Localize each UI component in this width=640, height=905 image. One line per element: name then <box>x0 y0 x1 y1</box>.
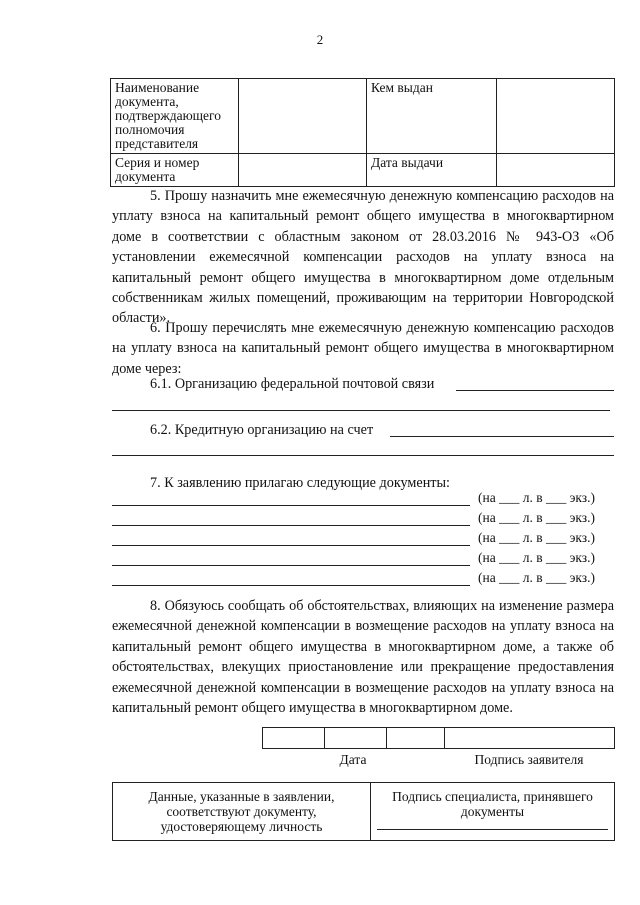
issue-date-value[interactable] <box>497 154 615 187</box>
representative-document-table <box>110 78 615 187</box>
attached-doc-pages: (на ___ л. в ___ экз.) <box>478 570 595 585</box>
doc-name-label: Наименование документа, подтверждающего полномочия представителя <box>111 79 239 154</box>
specialist-signature-cell[interactable] <box>371 783 615 841</box>
attached-doc-field[interactable] <box>112 585 470 586</box>
doc-name-value[interactable] <box>239 79 367 154</box>
verification-table <box>112 782 615 841</box>
issued-by-label: Кем выдан <box>367 79 497 154</box>
bank-account-field-continued[interactable] <box>112 455 614 456</box>
attached-doc-pages: (на ___ л. в ___ экз.) <box>478 510 595 525</box>
specialist-signature-line <box>377 829 608 830</box>
item-6-text: 6. Прошу перечислять мне ежемесячную денежную компенсацию расходов на уплату взноса на капитальный ремонт общего имущества в многоквартирном доме через: <box>112 320 614 377</box>
date-month-box[interactable] <box>325 728 387 749</box>
bank-account-field[interactable] <box>390 436 614 437</box>
attached-doc-field[interactable] <box>112 545 470 546</box>
item-8-paragraph <box>112 596 614 718</box>
verification-statement: Данные, указанные в заявлении, соответствуют документу, удостоверяющему личность <box>113 783 371 841</box>
specialist-signature-label: Подпись специалиста, принявшего документы <box>392 789 593 819</box>
item-5-paragraph <box>112 186 614 329</box>
item-6-paragraph <box>112 318 614 379</box>
item-6-1-label: 6.1. Организацию федеральной почтовой связи <box>150 376 435 392</box>
attached-doc-row <box>112 510 614 528</box>
series-number-label: Серия и номер документа <box>111 154 239 187</box>
page-number: 2 <box>316 32 324 47</box>
postal-org-field-continued[interactable] <box>112 410 610 411</box>
attached-doc-pages: (на ___ л. в ___ экз.) <box>478 490 595 505</box>
attached-doc-field[interactable] <box>112 525 470 526</box>
issue-date-label: Дата выдачи <box>367 154 497 187</box>
item-6-2-label: 6.2. Кредитную организацию на счет <box>150 422 374 438</box>
applicant-signature-label: Подпись заявителя <box>474 752 584 767</box>
date-label: Дата <box>339 752 367 767</box>
date-signature-table <box>262 727 615 749</box>
item-7-label: 7. К заявлению прилагаю следующие документы: <box>150 475 450 491</box>
attached-doc-field[interactable] <box>112 505 470 506</box>
postal-org-field[interactable] <box>456 390 614 391</box>
attached-doc-row <box>112 530 614 548</box>
attached-doc-row <box>112 570 614 588</box>
date-year-box[interactable] <box>387 728 445 749</box>
item-8-text: 8. Обязуюсь сообщать об обстоятельствах, влияющих на изменение размера ежемесячной денежной компенсации в возмещение расходов на уплату взноса на капитальный ремонт общего имущества в многоквартирном доме, а также об обстоятельствах, влекущих приостановление или прекращение предоставления ежемесячной денежной компенсации в возмещение расходов на уплату взноса на капитальный ремонт общего имущества в многоквартирном доме. <box>112 598 614 717</box>
series-number-value[interactable] <box>239 154 367 187</box>
attached-doc-field[interactable] <box>112 565 470 566</box>
date-day-box[interactable] <box>263 728 325 749</box>
attached-doc-pages: (на ___ л. в ___ экз.) <box>478 530 595 545</box>
applicant-signature-box[interactable] <box>445 728 615 749</box>
issued-by-value[interactable] <box>497 79 615 154</box>
attached-doc-pages: (на ___ л. в ___ экз.) <box>478 550 595 565</box>
attached-doc-row <box>112 550 614 568</box>
attached-doc-row <box>112 490 614 508</box>
item-5-text: 5. Прошу назначить мне ежемесячную денежную компенсацию расходов на уплату взноса на капитальный ремонт общего имущества в многоквартирном доме в соответствии с областным законом от 28.03.2016 № 943-ОЗ «Об установлении ежемесячной компенсации расходов на уплату взноса на капитальный ремонт общего имущества в многоквартирном доме отдельным собственникам жилых помещений, проживающим на территории Новгородской области». <box>112 188 614 327</box>
